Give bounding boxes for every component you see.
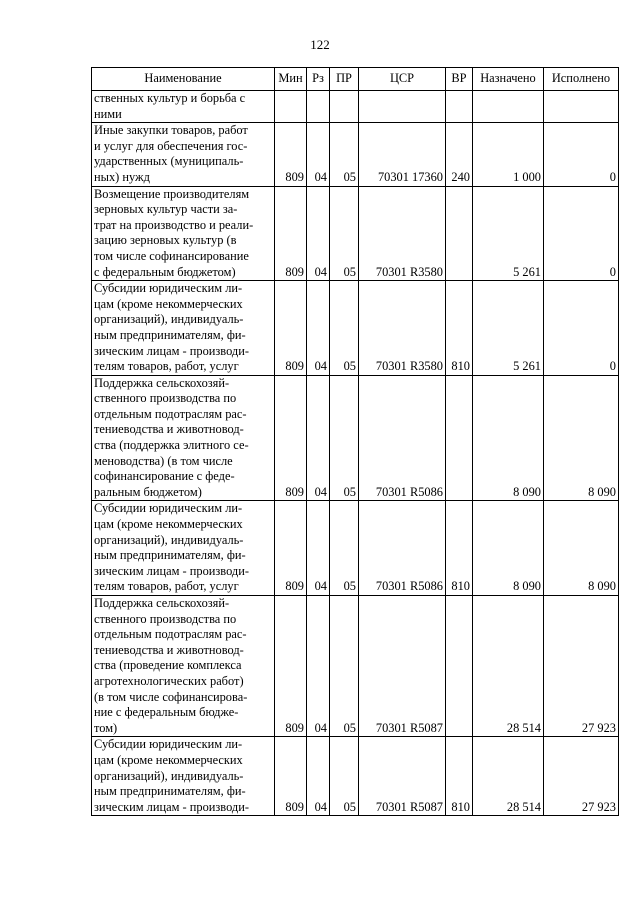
cell-executed: 0 <box>544 123 619 186</box>
cell-min: 809 <box>275 123 307 186</box>
cell-name <box>92 596 275 737</box>
cell-rz: 04 <box>307 596 330 737</box>
name-line: ства (поддержка элитного се- <box>94 438 249 453</box>
cell-name <box>92 501 275 596</box>
cell-rz: 04 <box>307 501 330 596</box>
cell-csr: 70301 R5087 <box>359 596 446 737</box>
cell-vr <box>446 596 473 737</box>
cell-pr: 05 <box>330 375 359 501</box>
name-line: Субсидии юридическим ли- <box>94 737 243 752</box>
cell-executed: 0 <box>544 281 619 376</box>
header-executed: Исполнено <box>544 68 619 91</box>
name-line: (в том числе софинансирова- <box>94 689 248 704</box>
cell-csr: 70301 R5086 <box>359 501 446 596</box>
cell-pr: 05 <box>330 123 359 186</box>
name-line: том) <box>94 720 118 735</box>
cell-name <box>92 281 275 376</box>
cell-vr <box>446 186 473 281</box>
header-min: Мин <box>275 68 307 91</box>
cell-csr: 70301 R3580 <box>359 186 446 281</box>
cell-vr: 810 <box>446 281 473 376</box>
cell-rz: 04 <box>307 123 330 186</box>
cell-pr: 05 <box>330 186 359 281</box>
name-line: меноводства) (в том числе <box>94 453 233 468</box>
name-line: цам (кроме некоммерческих <box>94 296 243 311</box>
cell-min: 809 <box>275 186 307 281</box>
name-line: Субсидии юридическим ли- <box>94 501 243 516</box>
name-line: организаций), индивидуаль- <box>94 312 244 327</box>
cell-csr: 70301 R5086 <box>359 375 446 501</box>
name-line: зерновых культур части за- <box>94 202 238 217</box>
name-line: цам (кроме некоммерческих <box>94 517 243 532</box>
cell-csr: 70301 R3580 <box>359 281 446 376</box>
cell-assigned: 5 261 <box>473 281 544 376</box>
budget-table <box>91 67 619 816</box>
cell-executed <box>544 91 619 123</box>
name-line: с федеральным бюджетом) <box>94 264 236 279</box>
table-row <box>92 186 619 281</box>
cell-min <box>275 91 307 123</box>
header-csr: ЦСР <box>359 68 446 91</box>
cell-assigned: 5 261 <box>473 186 544 281</box>
table-row <box>92 596 619 737</box>
cell-vr: 810 <box>446 737 473 816</box>
name-line: зацию зерновых культур (в <box>94 233 237 248</box>
cell-vr: 810 <box>446 501 473 596</box>
name-line: зическим лицам - производи- <box>94 799 249 814</box>
cell-min: 809 <box>275 375 307 501</box>
name-line: ними <box>94 106 122 121</box>
cell-name <box>92 375 275 501</box>
name-line: агротехнологических работ) <box>94 673 244 688</box>
header-name: Наименование <box>92 68 275 91</box>
name-line: тениеводства и животновод- <box>94 642 244 657</box>
name-line: Возмещение производителям <box>94 186 250 201</box>
name-line: софинансирование с феде- <box>94 469 235 484</box>
cell-pr: 05 <box>330 737 359 816</box>
name-line: организаций), индивидуаль- <box>94 532 244 547</box>
cell-executed: 0 <box>544 186 619 281</box>
name-line: зическим лицам - производи- <box>94 343 249 358</box>
table-row <box>92 91 619 123</box>
cell-min: 809 <box>275 737 307 816</box>
name-line: отдельным подотраслям рас- <box>94 627 247 642</box>
cell-rz: 04 <box>307 281 330 376</box>
name-line: ных) нужд <box>94 169 150 184</box>
cell-assigned: 8 090 <box>473 375 544 501</box>
cell-vr: 240 <box>446 123 473 186</box>
cell-rz <box>307 91 330 123</box>
cell-executed: 8 090 <box>544 501 619 596</box>
name-line: трат на производство и реали- <box>94 217 254 232</box>
name-line: ственного производства по <box>94 611 237 626</box>
cell-assigned <box>473 91 544 123</box>
cell-vr <box>446 91 473 123</box>
name-line: ным предпринимателям, фи- <box>94 548 246 563</box>
cell-pr <box>330 91 359 123</box>
header-assigned: Назначено <box>473 68 544 91</box>
header-rz: Рз <box>307 68 330 91</box>
name-line: организаций), индивидуаль- <box>94 768 244 783</box>
table-row <box>92 737 619 816</box>
name-line: ственных культур и борьба с <box>94 91 246 105</box>
cell-name <box>92 123 275 186</box>
name-line: зическим лицам - производи- <box>94 563 249 578</box>
cell-csr: 70301 R5087 <box>359 737 446 816</box>
cell-name <box>92 737 275 816</box>
cell-rz: 04 <box>307 737 330 816</box>
cell-executed: 27 923 <box>544 596 619 737</box>
cell-rz: 04 <box>307 375 330 501</box>
name-line: телям товаров, работ, услуг <box>94 359 239 374</box>
cell-rz: 04 <box>307 186 330 281</box>
cell-csr <box>359 91 446 123</box>
name-line: телям товаров, работ, услуг <box>94 579 239 594</box>
header-vr: ВР <box>446 68 473 91</box>
name-line: Поддержка сельскохозяй- <box>94 375 230 390</box>
cell-min: 809 <box>275 281 307 376</box>
cell-pr: 05 <box>330 501 359 596</box>
cell-name <box>92 186 275 281</box>
cell-executed: 27 923 <box>544 737 619 816</box>
table-row <box>92 501 619 596</box>
table-row <box>92 281 619 376</box>
name-line: Субсидии юридическим ли- <box>94 281 243 296</box>
cell-pr: 05 <box>330 596 359 737</box>
page-number: 122 <box>310 37 330 52</box>
table-body <box>92 91 619 816</box>
cell-assigned: 28 514 <box>473 737 544 816</box>
name-line: и услуг для обеспечения гос- <box>94 138 248 153</box>
name-line: ственного производства по <box>94 391 237 406</box>
name-line: ным предпринимателям, фи- <box>94 784 246 799</box>
header-pr: ПР <box>330 68 359 91</box>
name-line: Поддержка сельскохозяй- <box>94 596 230 610</box>
name-line: Иные закупки товаров, работ <box>94 123 248 138</box>
name-line: ства (проведение комплекса <box>94 658 242 673</box>
cell-pr: 05 <box>330 281 359 376</box>
name-line: цам (кроме некоммерческих <box>94 752 243 767</box>
cell-min: 809 <box>275 596 307 737</box>
cell-assigned: 8 090 <box>473 501 544 596</box>
cell-executed: 8 090 <box>544 375 619 501</box>
table-row <box>92 375 619 501</box>
name-line: отдельным подотраслям рас- <box>94 406 247 421</box>
name-line: ным предпринимателям, фи- <box>94 327 246 342</box>
cell-vr <box>446 375 473 501</box>
name-line: ние с федеральным бюдже- <box>94 705 239 720</box>
cell-assigned: 28 514 <box>473 596 544 737</box>
name-line: ральным бюджетом) <box>94 484 202 499</box>
cell-assigned: 1 000 <box>473 123 544 186</box>
header-row <box>92 68 619 91</box>
name-line: тениеводства и животновод- <box>94 422 244 437</box>
cell-min: 809 <box>275 501 307 596</box>
table-row <box>92 123 619 186</box>
name-line: том числе софинансирование <box>94 248 249 263</box>
name-line: ударственных (муниципаль- <box>94 154 244 169</box>
cell-name <box>92 91 275 123</box>
cell-csr: 70301 17360 <box>359 123 446 186</box>
